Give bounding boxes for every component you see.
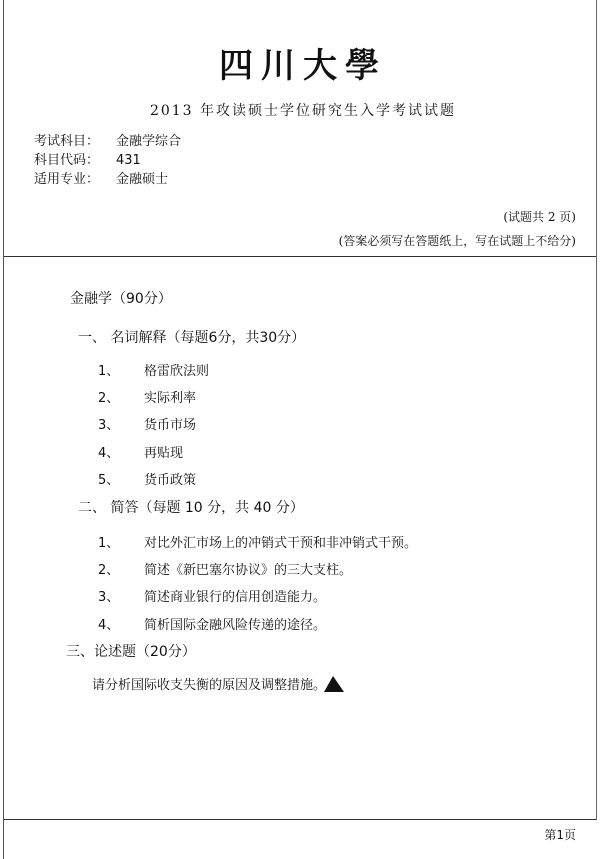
header-divider xyxy=(4,256,596,257)
item-number: 4、 xyxy=(98,618,120,633)
item-number: 3、 xyxy=(98,418,120,433)
item-text: 格雷欣法则 xyxy=(144,364,210,379)
section-heading-3: 三、论述题（20分） xyxy=(66,644,196,660)
item-text: 货币政策 xyxy=(144,473,197,488)
pen-mark-icon xyxy=(322,674,346,694)
major-label: 适用专业： xyxy=(34,172,100,187)
item-number: 2、 xyxy=(98,391,120,406)
section1-item xyxy=(98,414,196,433)
university-logo-title: 四川大學 xyxy=(219,46,387,86)
item-text: 再贴现 xyxy=(144,446,184,461)
major-value: 金融硕士 xyxy=(116,172,169,187)
answer-instruction-note: (答案必须写在答题纸上，写在试题上不给分) xyxy=(338,234,576,248)
item-number: 2、 xyxy=(98,563,120,578)
code-value: 431 xyxy=(116,153,141,168)
item-text: 货币市场 xyxy=(144,418,197,433)
page-count-note: (试题共 2 页) xyxy=(503,210,576,224)
item-text: 简述商业银行的信用创造能力。 xyxy=(144,590,327,605)
item-number: 1、 xyxy=(98,364,120,379)
section2-item xyxy=(98,586,326,605)
item-text: 简析国际金融风险传递的途径。 xyxy=(144,618,327,633)
item-text: 实际利率 xyxy=(144,391,197,406)
subject-label: 考试科目： xyxy=(34,134,100,149)
section2-item xyxy=(98,614,326,633)
right-border-line xyxy=(596,0,597,820)
section1-item xyxy=(98,387,196,406)
section2-item xyxy=(98,532,417,551)
item-number: 4、 xyxy=(98,446,120,461)
item-text: 简述《新巴塞尔协议》的三大支柱。 xyxy=(144,563,353,578)
exam-title: 2013 年攻读硕士学位研究生入学考试试题 xyxy=(149,103,457,119)
meta-subject xyxy=(34,130,181,149)
item-number: 1、 xyxy=(98,536,120,551)
section1-item xyxy=(98,442,183,461)
section-heading-2: 二、 简答（每题 10 分，共 40 分） xyxy=(78,500,304,516)
item-text: 对比外汇市场上的冲销式干预和非冲销式干预。 xyxy=(144,536,418,551)
left-border-line xyxy=(3,0,4,859)
essay-question xyxy=(92,674,326,693)
meta-major xyxy=(34,168,168,187)
item-number: 5、 xyxy=(98,473,120,488)
meta-code xyxy=(34,149,141,168)
section1-item xyxy=(98,360,209,379)
section1-item xyxy=(98,469,196,488)
subject-value: 金融学综合 xyxy=(116,134,182,149)
code-label: 科目代码： xyxy=(34,153,100,168)
page-number: 第1页 xyxy=(544,828,576,842)
section2-item xyxy=(98,559,352,578)
item-number: 3、 xyxy=(98,590,120,605)
item-text: 请分析国际收支失衡的原因及调整措施。 xyxy=(92,678,327,693)
section-heading-1: 一、 名词解释（每题6分，共30分） xyxy=(78,330,306,346)
footer-divider xyxy=(4,819,596,820)
part-title: 金融学（90分） xyxy=(70,291,172,307)
